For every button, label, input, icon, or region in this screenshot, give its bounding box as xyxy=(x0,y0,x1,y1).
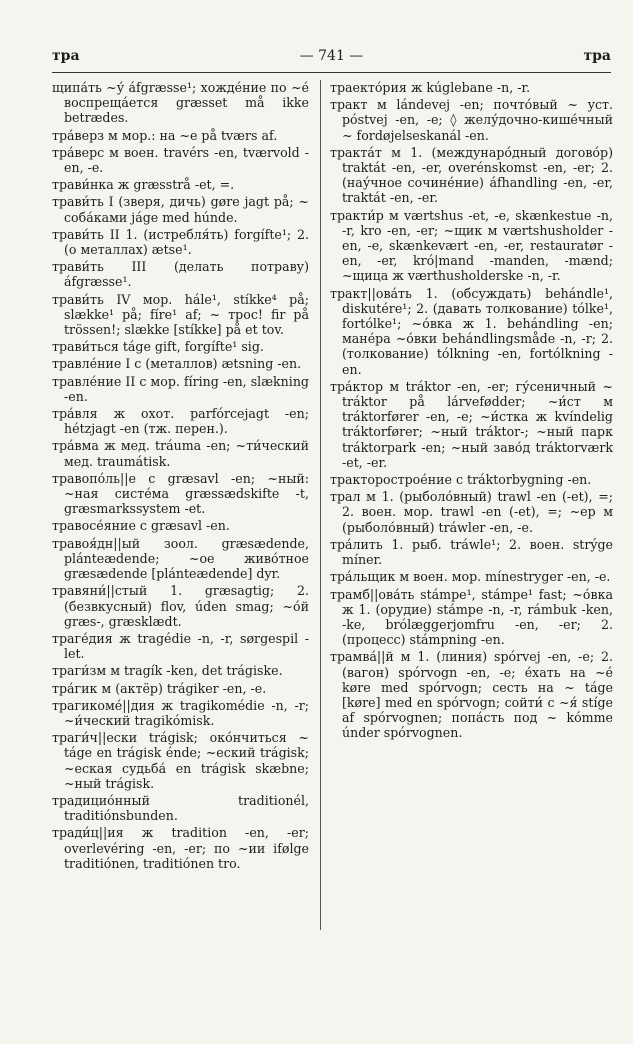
dictionary-entry: трави́ться táge gift, forgífte¹ sig. xyxy=(52,339,264,355)
dictionary-entry: трагикоме́||дия ж tragikomédie -n, -r; ~и́ческий tragikómisk. xyxy=(52,697,309,728)
dictionary-entry: традицио́нный traditionél, traditiónsbunden. xyxy=(52,792,309,824)
page-number: — 741 — xyxy=(299,48,364,64)
dictionary-entry: трави́ть IV мор. hále¹, stíkke⁴ på; slække¹ på; fíre¹ af; ~ трос! fir på trössen!; slække [stíkke] på et tov. xyxy=(52,291,309,338)
dictionary-entry: тра́ктор м tráktor -en, -er; гу́сеничный ~ tráktor på lárvefødder; ~и́ст м tráktorfører -en, -e; ~и́стка ж kvíndelig tráktorfører; ~ный tráktor-; ~ный парк tráktorpark -en; ~ный заво́д tráktorværk -et, -er. xyxy=(330,378,613,470)
dictionary-entry: тракти́р м værtshus -et, -e, skænkestue -n, -r, kro -en, -er; ~щик м værtshusholder -en, -e, skænkevært -en, -er, restauratør -en, -er, kró|mand -manden, -mænd; ~щица ж værthusholderske -n, -r. xyxy=(330,207,613,284)
page-header xyxy=(52,48,611,70)
dictionary-entry: трави́ть II 1. (истребля́ть) forgífte¹; 2. (о металлах) ætse¹. xyxy=(52,226,309,258)
dictionary-entry: траге́дия ж tragédie -n, -r, sørgespil -let. xyxy=(52,630,309,662)
dictionary-entry: трамва́||й м 1. (линия) spórvej -en, -e; 2. (вагон) spórvogn -en, -e; е́хать на ~е́ køre med spórvogn; сесть на ~ táge [køre] med en spórvogn; сойти́ с ~я́ stíge af spórvognen; попа́сть под ~ kómme únder spórvognen. xyxy=(330,649,613,741)
dictionary-entry: тра́вля ж охот. parfórcejagt -en; hétzjagt -en (тж. перен.). xyxy=(52,406,309,437)
dictionary-entry: траекто́рия ж kúglebane -n, -r. xyxy=(330,80,531,95)
dictionary-entry: трамб||ова́ть stámpe¹, stámpe¹ fast; ~о́вка ж 1. (орудие) stámpe -n, -r, rámbuk -ken, -ke, brólæggerjomfru -en, -er; 2. (процесс) stámpning -en. xyxy=(330,586,613,648)
dictionary-entry: тра́верс м воен. travérs -en, tværvold -en, -e. xyxy=(52,144,309,176)
dictionary-entry: тра́льщик м воен. мор. mínestryger -en, -e. xyxy=(330,569,611,585)
dictionary-entry: трави́ть III (делать потраву) áfgræsse¹. xyxy=(52,259,309,290)
dictionary-entry: тракторострое́ние с tráktorbygning -en. xyxy=(330,472,592,488)
dictionary-entry: травосе́яние с græsavl -en. xyxy=(52,518,230,534)
dictionary-entry: травопо́ль||е с græsavl -en; ~ный: ~ная систе́ма græssædskifte -t, græsmarkssystem -et. xyxy=(52,470,309,517)
dictionary-entry: травле́ние I с (металлов) ætsning -en. xyxy=(52,356,302,372)
column-divider xyxy=(320,80,321,930)
dictionary-entry: трави́ть I (зверя, дичь) gøre jagt på; ~ соба́ками jáge med húnde. xyxy=(52,194,309,225)
dictionary-entry: тра́гик м (актёр) trágiker -en, -e. xyxy=(52,680,267,696)
header-left-guide-word: тра xyxy=(52,48,80,64)
header-right-guide-word: тра xyxy=(583,48,611,64)
dictionary-entry: тракта́т м 1. (междунаро́дный догово́р) traktát -en, -er, overénskomst -en, -er; 2. (нау́чное сочине́ние) áfhandling -en, -er, traktát -en, -er. xyxy=(330,144,613,206)
header-rule xyxy=(52,72,611,73)
dictionary-entry: тракт м lándevej -en; почто́вый ~ уст. póstvej -en, -e; ◊ желу́дочно-кише́чный ~ fordøjelseskanál -en. xyxy=(330,97,613,143)
dictionary-entry: тра́верз м мор.: на ~е på tværs af. xyxy=(52,127,278,143)
dictionary-entry: траги́зм м tragík -ken, det trágiske. xyxy=(52,663,283,679)
dictionary-entry: тради́ц||ия ж tradition -en, -er; overlevéring -en, -er; по ~ии ifølge traditiónen, traditiónen tro. xyxy=(52,825,309,871)
dictionary-entry: тра́лить 1. рыб. tráwle¹; 2. воен. strýge míner. xyxy=(330,536,613,568)
dictionary-entry: траги́ч||ески trágisk; око́нчиться ~ táge en trágisk énde; ~еский trágisk; ~еская судьба́ en trágisk skæbne; ~ный trágisk. xyxy=(52,730,309,791)
dictionary-entry: тра́вма ж мед. tráuma -en; ~ти́ческий мед. traumátisk. xyxy=(52,438,309,469)
dictionary-entry: щипа́ть ~у́ áfgræsse¹; хожде́ние по ~е́ воспреща́ется græsset må ikke betrædes. xyxy=(52,80,309,126)
dictionary-entry: травоя́дн||ый зоол. græsædende, plánteædende; ~ое живо́тное græsædende [plánteædende] dyr. xyxy=(52,535,309,582)
dictionary-entry: тракт||ова́ть 1. (обсуждать) behándle¹, diskutére¹; 2. (давать толкование) tólke¹, fortólke¹; ~о́вка ж 1. behándling -en; мане́ра ~о́вки behándlingsmåde -n, -r; 2. (толкование) tólkning -en, fortólkning -en. xyxy=(330,285,613,377)
right-column xyxy=(330,80,613,743)
dictionary-entry: травле́ние II с мор. fíring -en, slækning -en. xyxy=(52,373,309,404)
left-column xyxy=(52,80,309,873)
dictionary-entry: трави́нка ж græsstrå -et, =. xyxy=(52,177,235,193)
dictionary-entry: трал м 1. (рыболо́вный) trawl -en (-et), =; 2. воен. мор. trawl -en (-et), =; ~ер м (рыболо́вный) tráwler -en, -e. xyxy=(330,489,613,535)
dictionary-entry: травяни́||стый 1. græsagtig; 2. (безвкусный) flov, úden smag; ~о́й græs-, græsklædt. xyxy=(52,583,309,629)
